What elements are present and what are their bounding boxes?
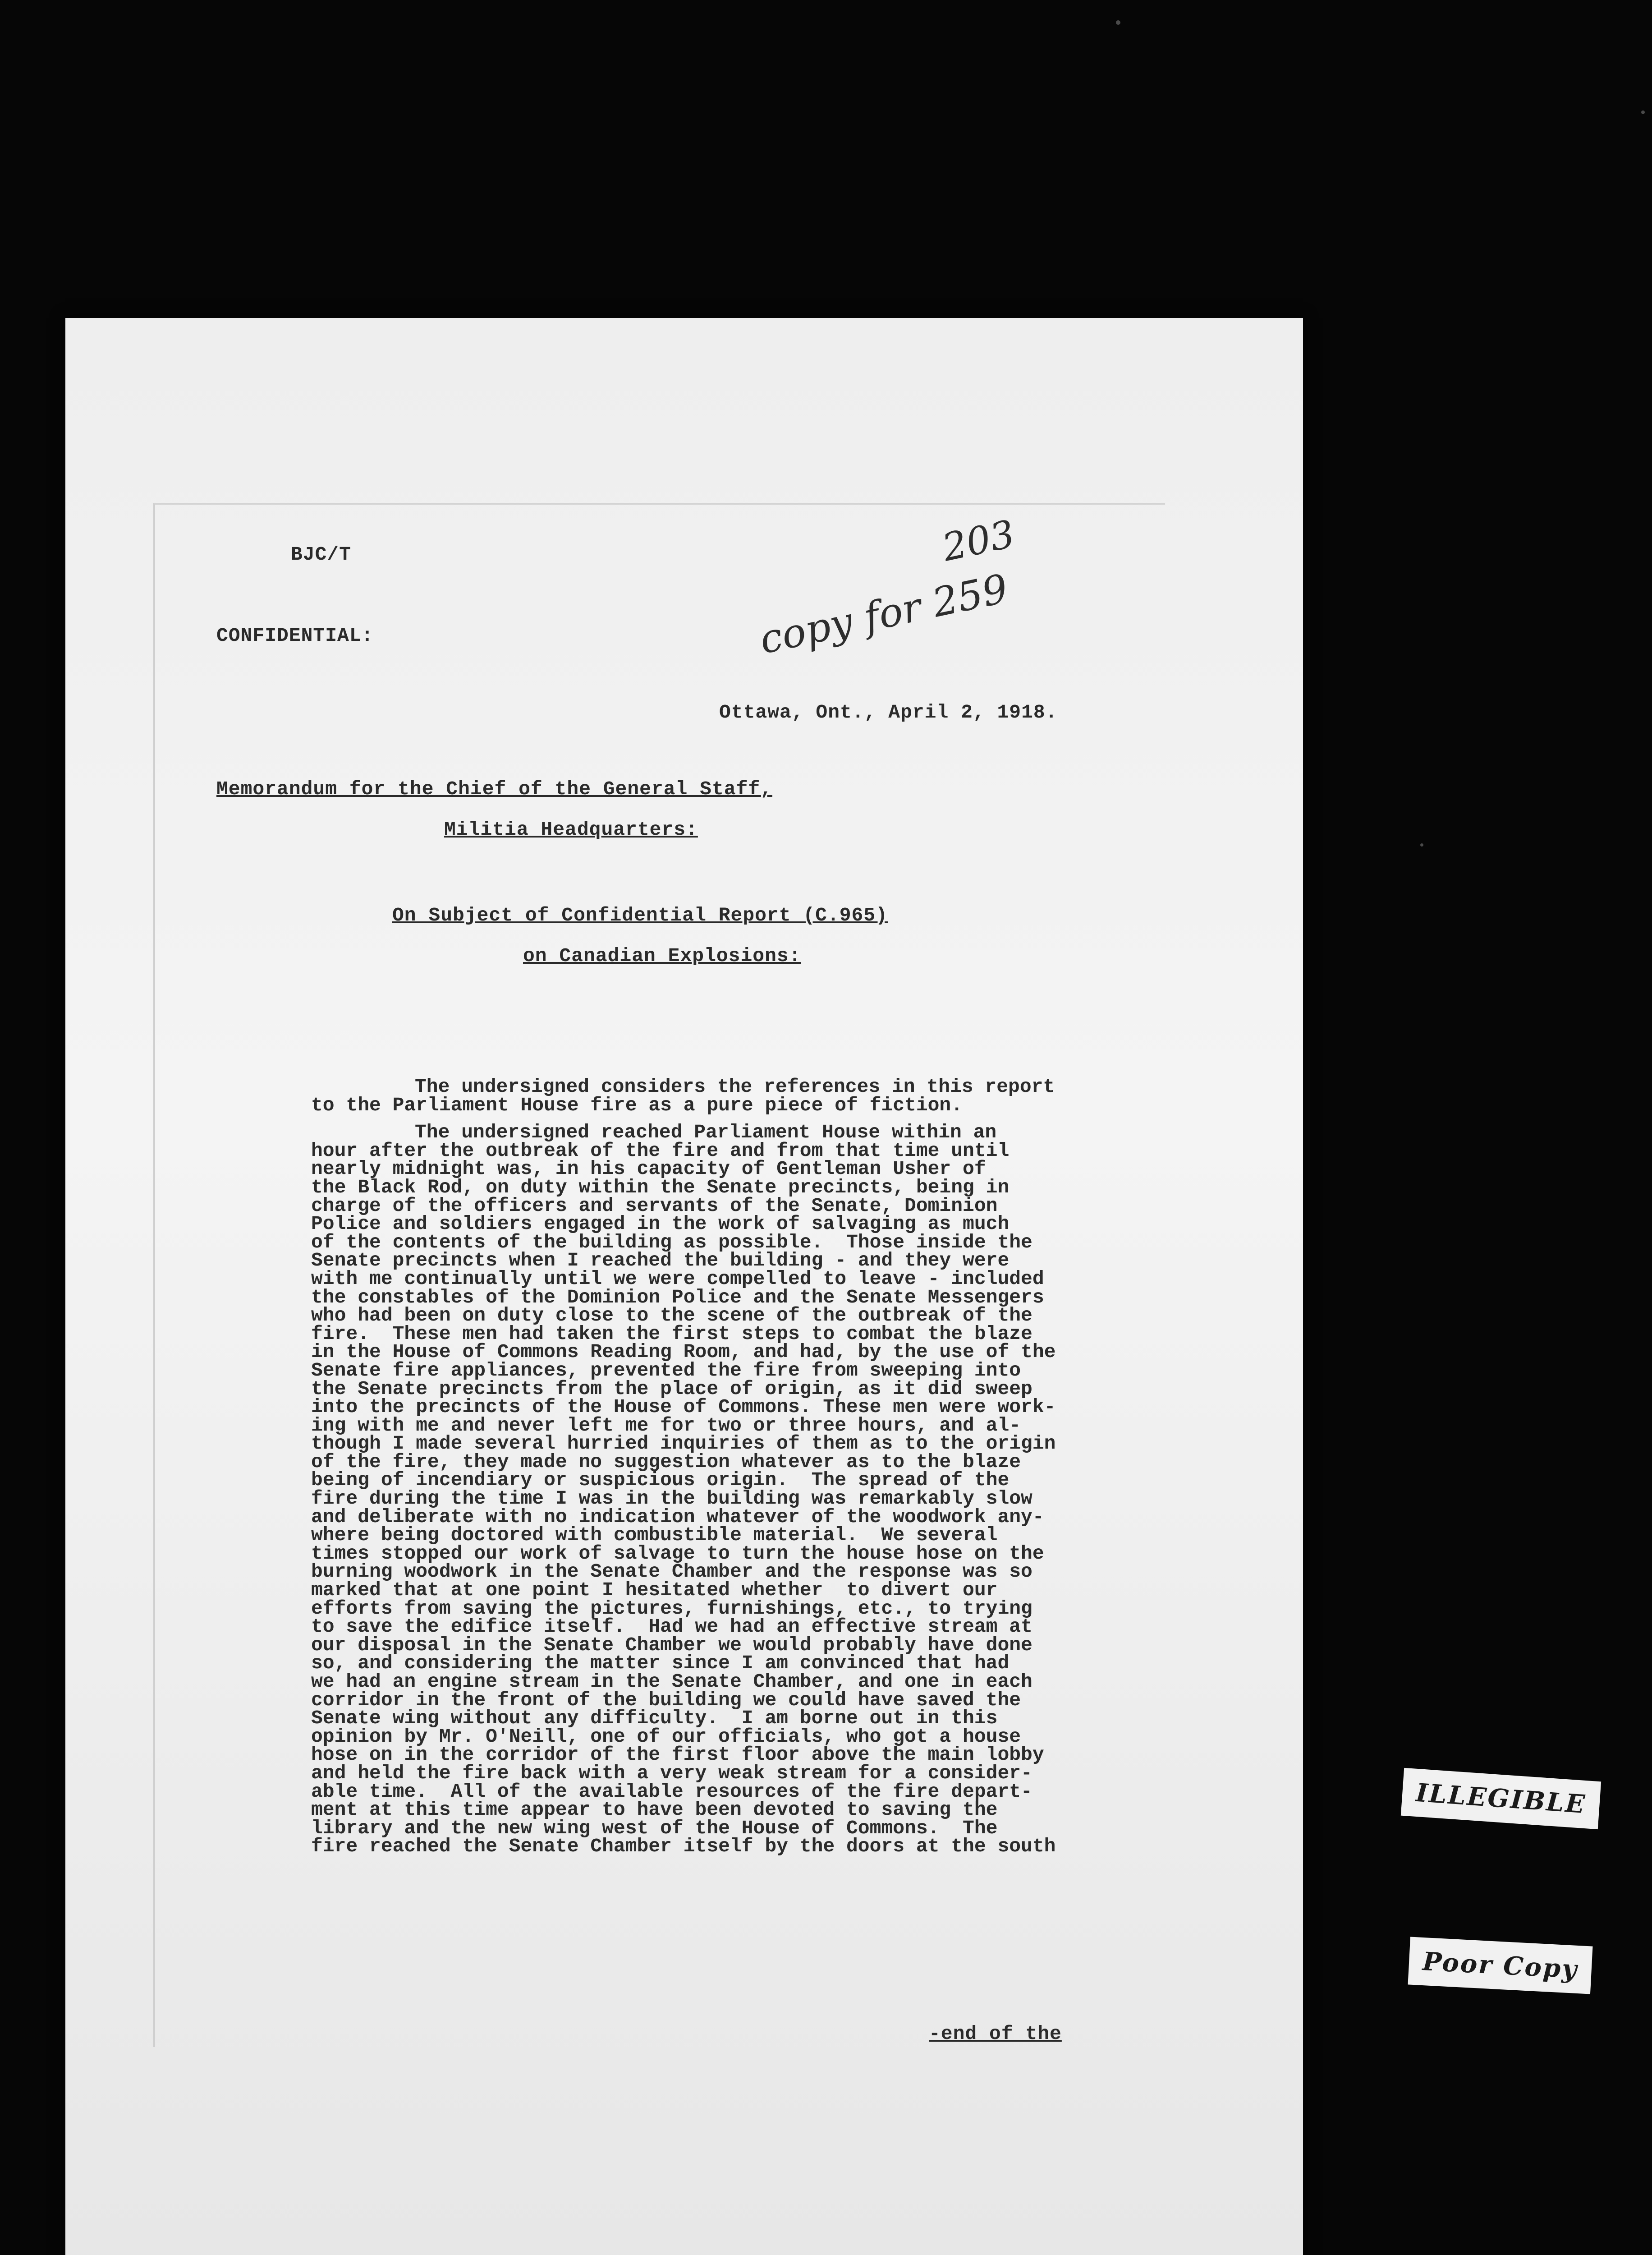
poor-copy-tag: Poor Copy	[1408, 1937, 1593, 1994]
body-line: and deliberate with no indication whatever of the woodwork any-	[311, 1505, 1044, 1528]
handwritten-number: 203	[938, 511, 1019, 570]
handwritten-note: copy for 259	[755, 565, 1012, 663]
body-line: the Senate precincts from the place of origin, as it did sweep	[311, 1377, 1032, 1400]
body-line: the constables of the Dominion Police and the Senate Messengers	[311, 1286, 1044, 1308]
body-line: nearly midnight was, in his capacity of Gentleman Usher of	[311, 1158, 986, 1180]
body-line: Senate wing without any difficulty. I am borne out in this	[311, 1707, 998, 1730]
body-line: fire reached the Senate Chamber itself by the doors at the south	[311, 1835, 1056, 1858]
body-line: hose on in the corridor of the first floor above the main lobby	[311, 1744, 1044, 1766]
body-line: fire during the time I was in the building was remarkably slow	[311, 1487, 1032, 1510]
memorandum-body	[311, 1078, 1190, 1865]
body-line: our disposal in the Senate Chamber we would probably have done	[311, 1634, 1032, 1656]
body-line: with me continually until we were compelled to leave - included	[311, 1267, 1044, 1290]
body-line: we had an engine stream in the Senate Chamber, and one in each	[311, 1671, 1032, 1693]
body-line: to save the edifice itself. Had we had an effective stream at	[311, 1615, 1032, 1638]
body-line: ment at this time appear to have been devoted to saving the	[311, 1799, 998, 1821]
body-paragraph-2	[311, 1123, 1190, 1856]
body-paragraph-1	[311, 1078, 1190, 1114]
body-line: Police and soldiers engaged in the work of salvaging as much	[311, 1213, 1010, 1235]
body-line: The undersigned considers the references in this report	[415, 1076, 1055, 1098]
body-line: times stopped our work of salvage to turn the house hose on the	[311, 1542, 1044, 1565]
body-line: ing with me and never left me for two or three hours, and al-	[311, 1414, 1021, 1436]
body-line: charge of the officers and servants of the Senate, Dominion	[311, 1194, 998, 1217]
subject-line-1: On Subject of Confidential Report (C.965)	[392, 904, 888, 926]
body-line: fire. These men had taken the first steps to combat the blaze	[311, 1322, 1032, 1345]
body-line: though I made several hurried inquiries of them as to the origin	[311, 1432, 1056, 1455]
body-line: hour after the outbreak of the fire and from that time until	[311, 1139, 1010, 1162]
subject-line-2: on Canadian Explosions:	[523, 945, 801, 967]
addressee-line-2: Militia Headquarters:	[444, 819, 698, 841]
body-line: corridor in the front of the building we could have saved the	[311, 1689, 1021, 1711]
body-line: burning woodwork in the Senate Chamber and the response was so	[311, 1560, 1032, 1583]
body-line: into the precincts of the House of Commons. These men were work-	[311, 1396, 1056, 1418]
illegible-tag: ILLEGIBLE	[1401, 1768, 1601, 1829]
addressee-line-1: Memorandum for the Chief of the General Staff,	[216, 778, 772, 800]
body-line: marked that at one point I hesitated whether to divert our	[311, 1579, 998, 1602]
body-line: in the House of Commons Reading Room, and had, by the use of the	[311, 1341, 1056, 1363]
body-line: Senate fire appliances, prevented the fire from sweeping into	[311, 1359, 1021, 1381]
body-line: of the contents of the building as possible. Those inside the	[311, 1231, 1032, 1253]
body-line: able time. All of the available resources of the fire depart-	[311, 1780, 1032, 1803]
film-speck	[1641, 110, 1645, 114]
body-line: opinion by Mr. O'Neill, one of our officials, who got a house	[311, 1725, 1021, 1748]
body-line: so, and considering the matter since I am convinced that had	[311, 1652, 1010, 1675]
body-line: and held the fire back with a very weak stream for a consider-	[311, 1762, 1032, 1784]
place-date: Ottawa, Ont., April 2, 1918.	[719, 701, 1058, 723]
body-line: efforts from saving the pictures, furnishings, etc., to trying	[311, 1597, 1032, 1620]
reference-code: BJC/T	[291, 543, 352, 566]
body-line: where being doctored with combustible material. We several	[311, 1524, 998, 1546]
film-speck	[1116, 20, 1120, 25]
body-line: being of incendiary or suspicious origin. The spread of the	[311, 1469, 1010, 1491]
body-line: the Black Rod, on duty within the Senate precincts, being in	[311, 1176, 1010, 1198]
body-line: Senate precincts when I reached the building - and they were	[311, 1249, 1010, 1272]
body-line: The undersigned reached Parliament House within an	[415, 1121, 997, 1144]
body-line: library and the new wing west of the House of Commons. The	[311, 1817, 998, 1839]
body-line: of the fire, they made no suggestion whatever as to the blaze	[311, 1450, 1021, 1473]
body-line: who had been on duty close to the scene of the outbreak of the	[311, 1304, 1032, 1327]
body-line: to the Parliament House fire as a pure piece of fiction.	[311, 1094, 963, 1116]
film-speck	[1420, 843, 1423, 847]
continuation-marker: -end of the	[929, 2023, 1062, 2045]
classification-label: CONFIDENTIAL:	[216, 625, 374, 647]
